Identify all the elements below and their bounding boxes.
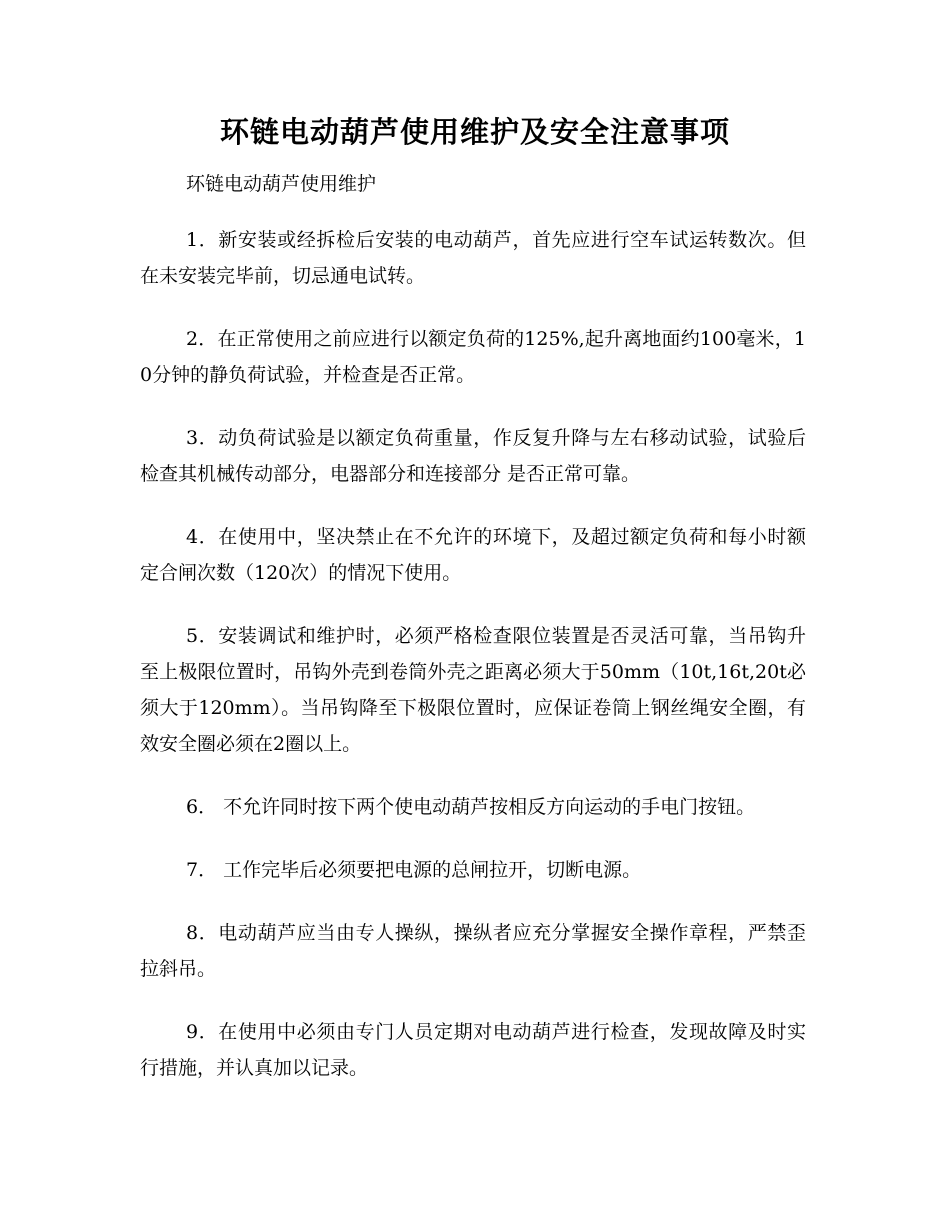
paragraph-9: 9．在使用中必须由专门人员定期对电动葫芦进行检查，发现故障及时实行措施，并认真加以记录。 <box>140 1021 806 1079</box>
paragraph-1: 1．新安装或经拆检后安装的电动葫芦，首先应进行空车试运转数次。但在未安装完毕前，切忌通电试转。 <box>140 229 806 287</box>
paragraph-list <box>140 222 806 1113</box>
paragraph-4: 4．在使用中，坚决禁止在不允许的环境下，及超过额定负荷和每小时额定合闸次数（120次）的情况下使用。 <box>140 526 806 584</box>
document-title: 环链电动葫芦使用维护及安全注意事项 <box>219 115 730 149</box>
paragraph-5: 5．安装调试和维护时，必须严格检查限位装置是否灵活可靠，当吊钩升至上极限位置时，吊钩外壳到卷筒外壳之距离必须大于50mm（10t,16t,20t必须大于120mm）。当吊钩降至下极限位置时，应保证卷筒上钢丝绳安全圈，有效安全圈必须在2圈以上。 <box>140 625 806 755</box>
paragraph-8: 8．电动葫芦应当由专人操纵，操纵者应充分掌握安全操作章程，严禁歪拉斜吊。 <box>140 922 806 980</box>
paragraph-6: 6． 不允许同时按下两个使电动葫芦按相反方向运动的手电门按钮。 <box>186 796 756 818</box>
paragraph-3: 3．动负荷试验是以额定负荷重量，作反复升降与左右移动试验，试验后检查其机械传动部分，电器部分和连接部分 是否正常可靠。 <box>140 427 806 485</box>
paragraph-7: 7． 工作完毕后必须要把电源的总闸拉开，切断电源。 <box>186 859 642 881</box>
section-heading: 环链电动葫芦使用维护 <box>186 173 377 195</box>
paragraph-2: 2．在正常使用之前应进行以额定负荷的125%,起升离地面约100毫米，10分钟的静负荷试验，并检查是否正常。 <box>140 328 806 386</box>
